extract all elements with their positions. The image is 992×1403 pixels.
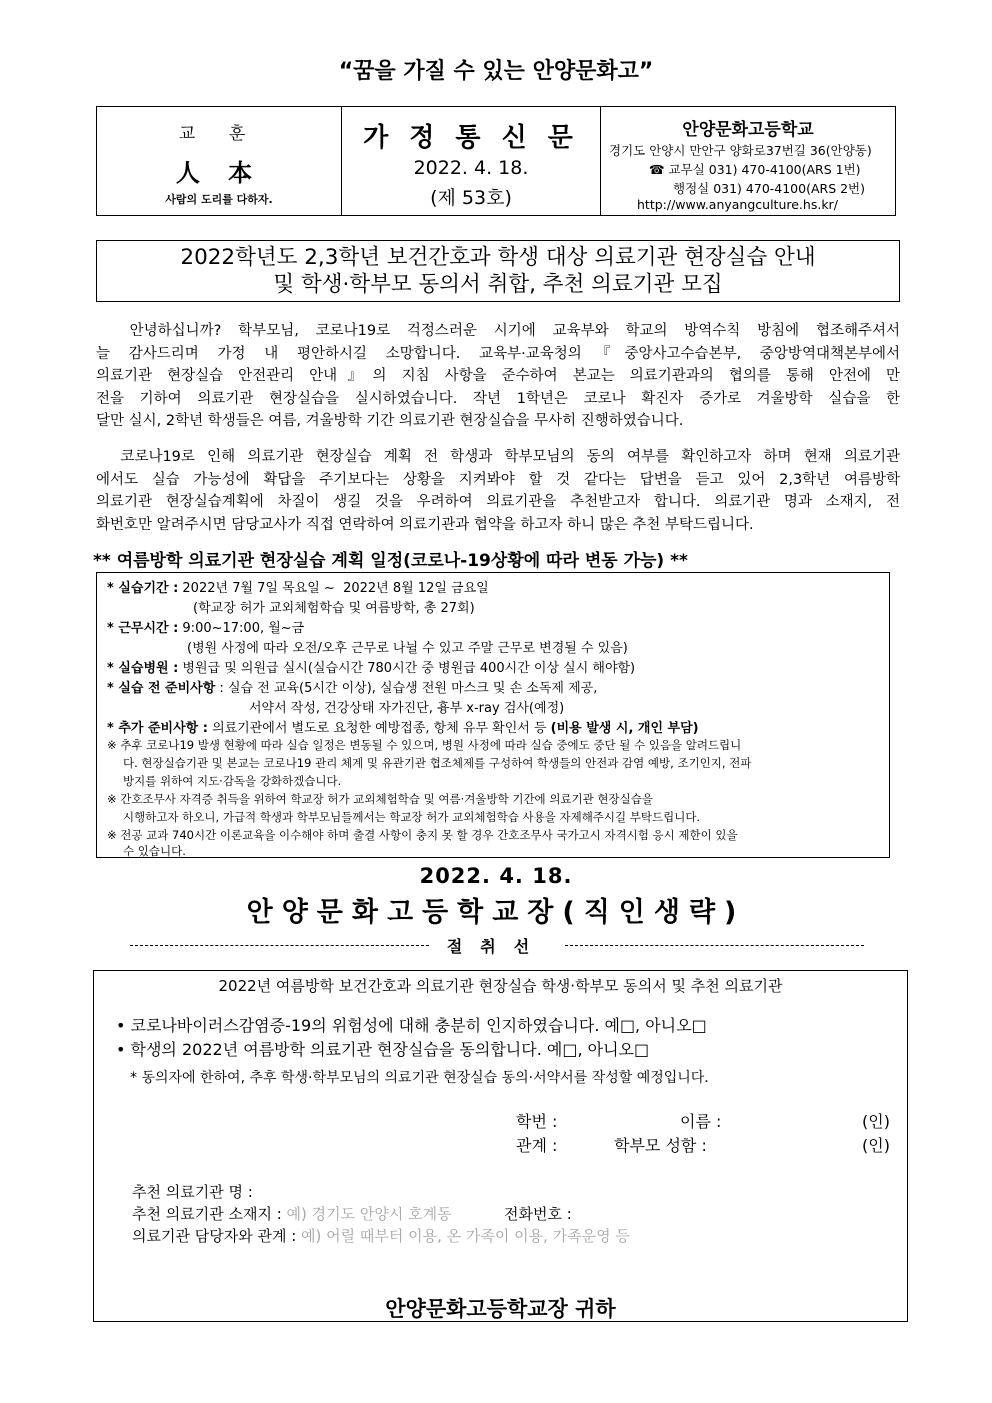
paragraph-line: 코로나19로 인해 의료기관 현장실습 계획 전 학생과 학부모님의 동의 여부를 확인하고자 하며 현재 의료기관: [96, 449, 900, 465]
schedule-box: [96, 572, 890, 858]
location-hint: 예) 경기도 안양시 호계동: [281, 1205, 452, 1223]
relation-field[interactable]: 관계 :: [516, 1136, 558, 1155]
hospital-label: * 실습병원 :: [107, 661, 179, 676]
student-name-field[interactable]: 이름 :: [680, 1112, 722, 1131]
form-note: * 동의자에 한하여, 추후 학생·학부모님의 의료기관 현장실습 동의·서약서를 작성할 예정입니다.: [130, 1070, 709, 1086]
school-info-cell: [601, 107, 895, 215]
school-motto-banner: “꿈을 가질 수 있는 안양문화고”: [338, 59, 654, 84]
student-number-field[interactable]: 학번 :: [516, 1112, 558, 1131]
request-paragraph: [96, 446, 900, 536]
hours-value: 9:00~17:00, 월~금: [178, 621, 305, 636]
school-motto-cell: [97, 107, 342, 215]
schedule-prep: [107, 677, 597, 696]
closing-date: 2022. 4. 18.: [419, 864, 573, 888]
cut-dash-left: [130, 945, 429, 946]
doc-type: 가 정 통 신 문: [363, 123, 579, 153]
school-name: 안양문화고등학교: [682, 120, 814, 140]
hospital-value: 병원급 및 의원급 실시(실습시간 780시간 중 병원급 400시간 이상 실시 해야함): [178, 661, 636, 676]
extra-value: 의료기관에서 별도로 요청한 예방접종, 항체 유무 확인서 등: [207, 721, 551, 736]
cut-dash-right: [565, 945, 864, 946]
note-3b: 수 있습니다.: [123, 844, 186, 858]
school-address: 경기도 안양시 만안구 양화로37번길 36(안양동): [609, 143, 872, 158]
principal-signature: 안양문화고등학교장(직인생략): [246, 897, 746, 928]
hours-note: (병원 사정에 따라 오전/오후 근무로 나뉠 수 있고 주말 근무로 변경될 수 있음): [187, 641, 628, 656]
parent-name-field[interactable]: 학부모 성함 :: [614, 1136, 707, 1155]
letter-header-table: [96, 106, 896, 216]
notice-title-box: [96, 240, 900, 302]
note-1a: ※ 추후 코로나19 발생 현황에 따라 실습 일정은 변동될 수 있으며, 병원 사정에 따라 실습 중에도 중단 될 수 있음을 알려드립니: [107, 738, 742, 752]
motto-sub: 사람의 도리를 다하자.: [165, 193, 273, 206]
cut-label: 절취선: [446, 937, 548, 956]
seal-mark: (인): [862, 1136, 890, 1155]
motto-main: 人 本: [175, 159, 263, 187]
location-label: 추천 의료기관 소재지 :: [132, 1205, 282, 1223]
form-title: 2022년 여름방학 보건간호과 의료기관 현장실습 학생·학부모 동의서 및 추천 의료기관: [218, 977, 783, 995]
school-url[interactable]: http://www.anyangculture.hs.kr/: [637, 197, 838, 212]
cut-line: [130, 934, 864, 957]
extra-bold: (비용 발생 시, 개인 부담): [550, 721, 699, 736]
consent-question-1[interactable]: • 코로나바이러스감염증-19의 위험성에 대해 충분히 인지하였습니다. 예□, 아니오□: [116, 1016, 707, 1035]
note-1b: 다. 현장실습기관 및 본교는 코로나19 관리 체계 및 유관기관 협조체제를 구성하여 학생들의 안전과 감염 예방, 조기인지, 전파: [123, 756, 752, 770]
issue-number: (제 53호): [430, 187, 512, 209]
hours-label: * 근무시간 :: [107, 621, 179, 636]
paragraph-line: 안녕하십니까? 학부모님, 코로나19로 걱정스러운 시기에 교육부와 학교의 방역수칙 방침에 협조해주셔서: [96, 323, 900, 339]
title-line-2: 및 학생·학부모 동의서 취합, 추천 의료기관 모집: [273, 272, 723, 297]
recommended-hospital-name[interactable]: 추천 의료기관 명 :: [132, 1183, 253, 1201]
period-note: (학교장 허가 교외체험학습 및 여름방학, 총 27회): [193, 601, 475, 616]
hospital-contact-relation[interactable]: [132, 1225, 630, 1246]
period-value: 2022년 7월 7일 목요일 ~ 2022년 8월 12일 금요일: [178, 581, 489, 596]
issue-date: 2022. 4. 18.: [413, 157, 529, 179]
paragraph-line: 의료기관 현장실습 안전관리 안내』의 지침 사항을 준수하여 본교는 의료기관과의 협의를 통해 안전에 만: [96, 368, 900, 384]
note-3a: ※ 전공 교과 740시간 이론교육을 이수해야 하며 출결 사항이 충지 못 할 경우 간호조무사 국가고시 자격시험 응시 제한이 있을: [107, 828, 738, 842]
recommended-hospital-location[interactable]: [132, 1203, 452, 1224]
note-2b: 시행하고자 하오니, 가급적 학생과 학부모님들께서는 학교장 허가 교외체험학습 사용을 자제해주시길 부탁드립니다.: [123, 810, 701, 824]
tel-admin: 행정실 031) 470-4100(ARS 2번): [673, 181, 866, 196]
prep-value: : 실습 전 교육(5시간 이상), 실습생 전원 마스크 및 손 소독제 제공,: [215, 681, 598, 696]
paragraph-line: 늘 감사드리며 가정 내 평안하시길 소망합니다. 교육부·교육청의『중앙사고수습본부, 중앙방역대책본부에서: [96, 345, 900, 362]
paragraph-line: 달만 실시, 2학년 학생들은 여름, 겨울방학 기간 의료기관 현장실습을 무사히 진행하였습니다.: [96, 413, 684, 429]
note-1c: 방지를 위하여 지도·감독을 강화하겠습니다.: [123, 774, 342, 788]
schedule-hours: [107, 617, 304, 636]
intro-paragraph: [96, 320, 900, 433]
prep-note: 서약서 작성, 건강상태 자가진단, 흉부 x-ray 검사(예정): [249, 701, 565, 716]
paragraph-line: 의료기관 현장실습계획에 차질이 생길 것을 우려하여 의료기관을 추천받고자 합니다. 의료기관 명과 소재지, 전: [96, 494, 900, 510]
schedule-hospital: [107, 657, 635, 676]
schedule-heading: ** 여름방학 의료기관 현장실습 계획 일정(코로나-19상황에 따라 변동 가능) **: [93, 551, 688, 571]
title-line-1: 2022학년도 2,3학년 보건간호과 학생 대상 의료기관 현장실습 안내: [180, 245, 816, 270]
doc-type-cell: [342, 107, 601, 215]
note-2a: ※ 간호조무사 자격증 취득을 위하여 학교장 허가 교외체험학습 및 여름·겨울방학 기간에 의료기관 현장실습을: [107, 792, 653, 806]
motto-label: 교 훈: [178, 124, 260, 144]
schedule-extra: [107, 717, 699, 736]
consent-form: [93, 970, 908, 1322]
prep-label: * 실습 전 준비사항: [107, 681, 216, 696]
recommended-hospital-phone[interactable]: 전화번호 :: [504, 1205, 572, 1223]
seal-mark: (인): [862, 1112, 890, 1131]
schedule-period: [107, 577, 489, 596]
paragraph-line: 화번호만 알려주시면 담당교사가 직접 연락하여 의료기관과 협약을 하고자 하니 많은 추천 부탁드립니다.: [96, 516, 754, 533]
paragraph-line: 전을 기하여 의료기관 현장실습을 실시하였습니다. 작년 1학년은 코로나 확진자 증가로 겨울방학 실습을 한: [96, 390, 900, 407]
period-label: * 실습기간 :: [107, 581, 179, 596]
tel-office: ☎ 교무실 031) 470-4100(ARS 1번): [649, 162, 861, 177]
form-recipient: 안양문화고등학교장 귀하: [385, 1297, 616, 1321]
relation-label: 의료기관 담당자와 관계 :: [132, 1227, 297, 1245]
paragraph-line: 에서도 실습 가능성에 확답을 주기보다는 상황을 지켜봐야 할 것 같다는 답변을 듣고 있어 2,3학년 여름방학: [96, 471, 900, 488]
relation-hint: 예) 어릴 때부터 이용, 온 가족이 이용, 가족운영 등: [296, 1227, 630, 1245]
consent-question-2[interactable]: • 학생의 2022년 여름방학 의료기관 현장실습을 동의합니다. 예□, 아니오□: [116, 1040, 650, 1059]
extra-label: * 추가 준비사항 :: [107, 721, 208, 736]
